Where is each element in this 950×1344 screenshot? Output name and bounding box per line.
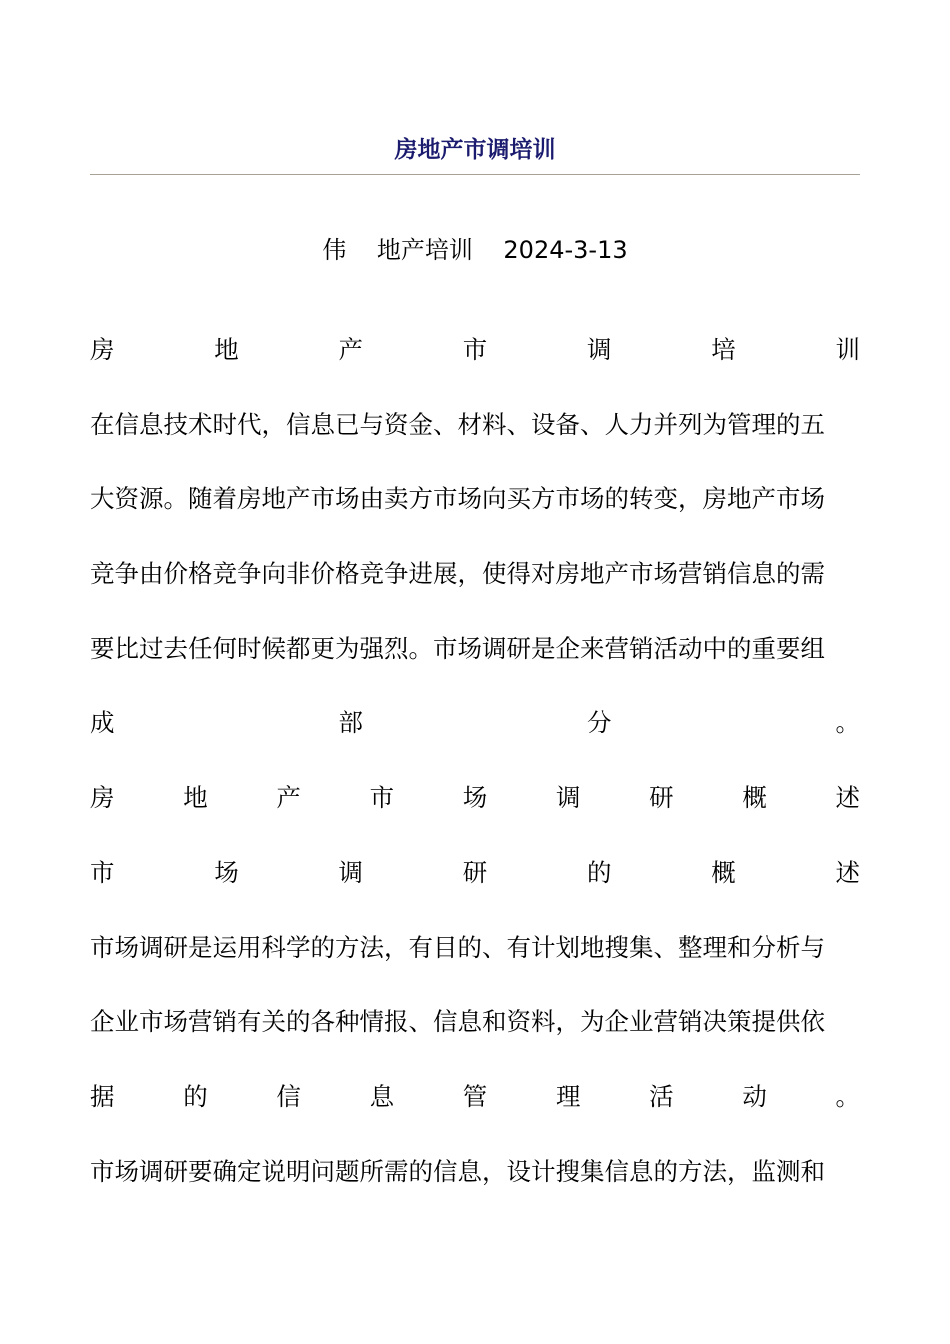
text-char: 调 [338,857,363,887]
text-char: 述 [835,857,860,887]
text-char: 调 [555,783,581,813]
text-char: 培 [711,335,736,364]
text-line [90,1077,860,1152]
text-char: 成 [90,708,115,738]
text-char: 的 [587,857,612,887]
text-char: 场 [462,783,488,813]
text-char: 概 [711,857,736,887]
text-char: 地 [214,335,239,364]
text-char: 训 [835,335,860,364]
text-char: 的 [183,1081,208,1111]
text-char: 市 [90,857,115,887]
text-char: 地 [183,783,208,813]
header-divider [90,174,860,175]
text-char: 。 [835,1081,860,1111]
text-char: 产 [338,335,363,364]
text-char: 动 [742,1081,767,1111]
text-char: 。 [835,708,860,738]
text-char: 调 [587,335,612,364]
text-char: 管 [462,1081,488,1111]
text-char: 市 [462,335,488,364]
text-line: 企业市场营销有关的各种情报、信息和资料，为企业营销决策提供依 [90,1007,825,1037]
text-char: 产 [276,783,301,813]
text-char: 概 [742,783,767,813]
text-line: 市场调研是运用科学的方法，有目的、有计划地搜集、整理和分析与 [90,932,825,962]
text-char: 理 [555,1081,581,1111]
text-char: 分 [587,708,612,738]
text-char: 信 [276,1081,301,1111]
text-char: 述 [835,783,860,813]
text-char: 场 [214,857,239,887]
text-char: 市 [369,783,395,813]
page-header [90,130,860,170]
text-char: 房 [90,783,115,813]
text-char: 研 [649,783,674,813]
text-char: 活 [649,1081,674,1111]
text-line [90,330,860,405]
header-title: 房地产市调培训 [394,137,556,163]
text-line: 在信息技术时代，信息已与资金、材料、设备、人力并列为管理的五 [90,409,825,439]
text-char: 研 [462,857,488,887]
text-line: 市场调研要确定说明问题所需的信息，设计搜集信息的方法，监测和 [90,1156,825,1186]
text-char: 部 [338,708,363,738]
text-char: 房 [90,335,115,364]
text-char: 息 [369,1081,395,1111]
text-line [90,778,860,853]
document-body [90,330,860,1226]
text-char: 据 [90,1081,115,1111]
author-date-line: 伟 地产培训 2024-3-13 [322,236,628,264]
text-line: 要比过去任何时候都更为强烈。市场调研是企来营销活动中的重要组 [90,633,825,663]
text-line: 竞争由价格竞争向非价格竞争进展，使得对房地产市场营销信息的需 [90,559,825,589]
text-line: 大资源。随着房地产市场由卖方市场向买方市场的转变，房地产市场 [90,484,825,514]
text-line [90,703,860,778]
text-line [90,853,860,928]
